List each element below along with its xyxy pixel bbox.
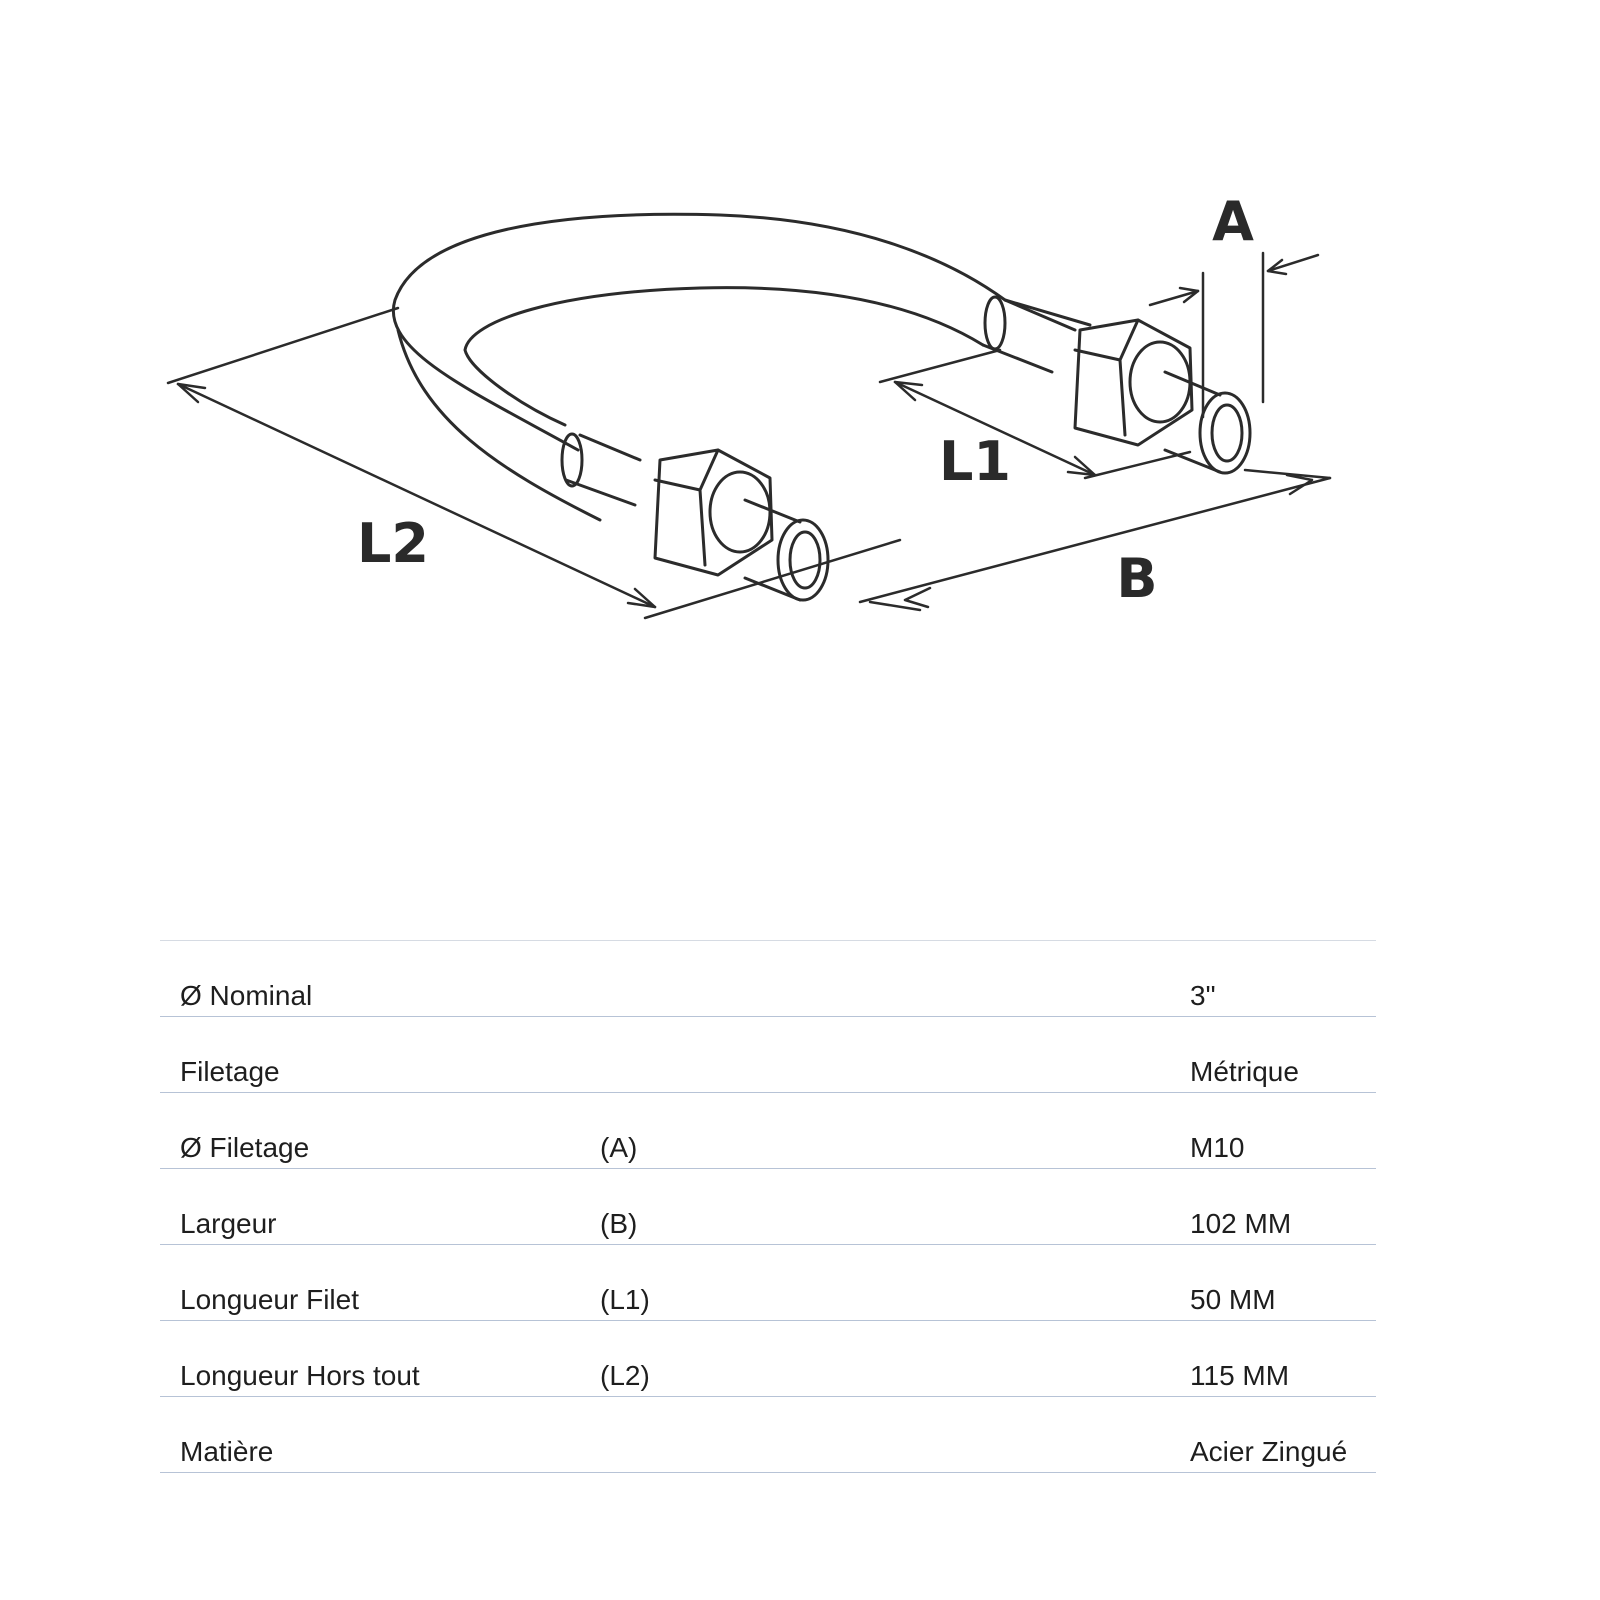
u-bolt-drawing xyxy=(0,0,1600,760)
table-row xyxy=(160,1245,1376,1321)
table-row xyxy=(160,1321,1376,1397)
row-code: (L1) xyxy=(580,1245,1170,1321)
left-leg xyxy=(562,434,640,505)
table-row xyxy=(160,941,1376,1017)
row-code: (B) xyxy=(580,1169,1170,1245)
row-value: 3" xyxy=(1170,941,1376,1017)
table-row xyxy=(160,1093,1376,1169)
row-label: Matière xyxy=(160,1397,580,1473)
right-threaded-end xyxy=(1165,372,1250,473)
u-bolt-diagram xyxy=(0,0,1600,760)
row-label: Filetage xyxy=(160,1017,580,1093)
label-a: A xyxy=(1212,190,1254,253)
table-row xyxy=(160,1169,1376,1245)
row-value: 102 MM xyxy=(1170,1169,1376,1245)
dimension-b xyxy=(860,470,1330,610)
row-code: (L2) xyxy=(580,1321,1170,1397)
row-label: Ø Nominal xyxy=(160,941,580,1017)
row-value: Acier Zingué xyxy=(1170,1397,1376,1473)
right-nut xyxy=(1075,320,1192,445)
label-l1: L1 xyxy=(939,430,1011,493)
spec-table xyxy=(160,940,1376,1473)
dimension-a xyxy=(1150,253,1318,417)
row-label: Longueur Filet xyxy=(160,1245,580,1321)
row-value: Métrique xyxy=(1170,1017,1376,1093)
row-code xyxy=(580,1397,1170,1473)
row-label: Ø Filetage xyxy=(160,1093,580,1169)
left-nut xyxy=(655,450,772,575)
row-code xyxy=(580,941,1170,1017)
row-label: Longueur Hors tout xyxy=(160,1321,580,1397)
label-l2: L2 xyxy=(357,512,429,575)
row-code xyxy=(580,1017,1170,1093)
row-label: Largeur xyxy=(160,1169,580,1245)
row-code: (A) xyxy=(580,1093,1170,1169)
row-value: M10 xyxy=(1170,1093,1376,1169)
row-value: 115 MM xyxy=(1170,1321,1376,1397)
table-row xyxy=(160,1017,1376,1093)
label-b: B xyxy=(1116,547,1158,610)
table-row xyxy=(160,1397,1376,1473)
row-value: 50 MM xyxy=(1170,1245,1376,1321)
